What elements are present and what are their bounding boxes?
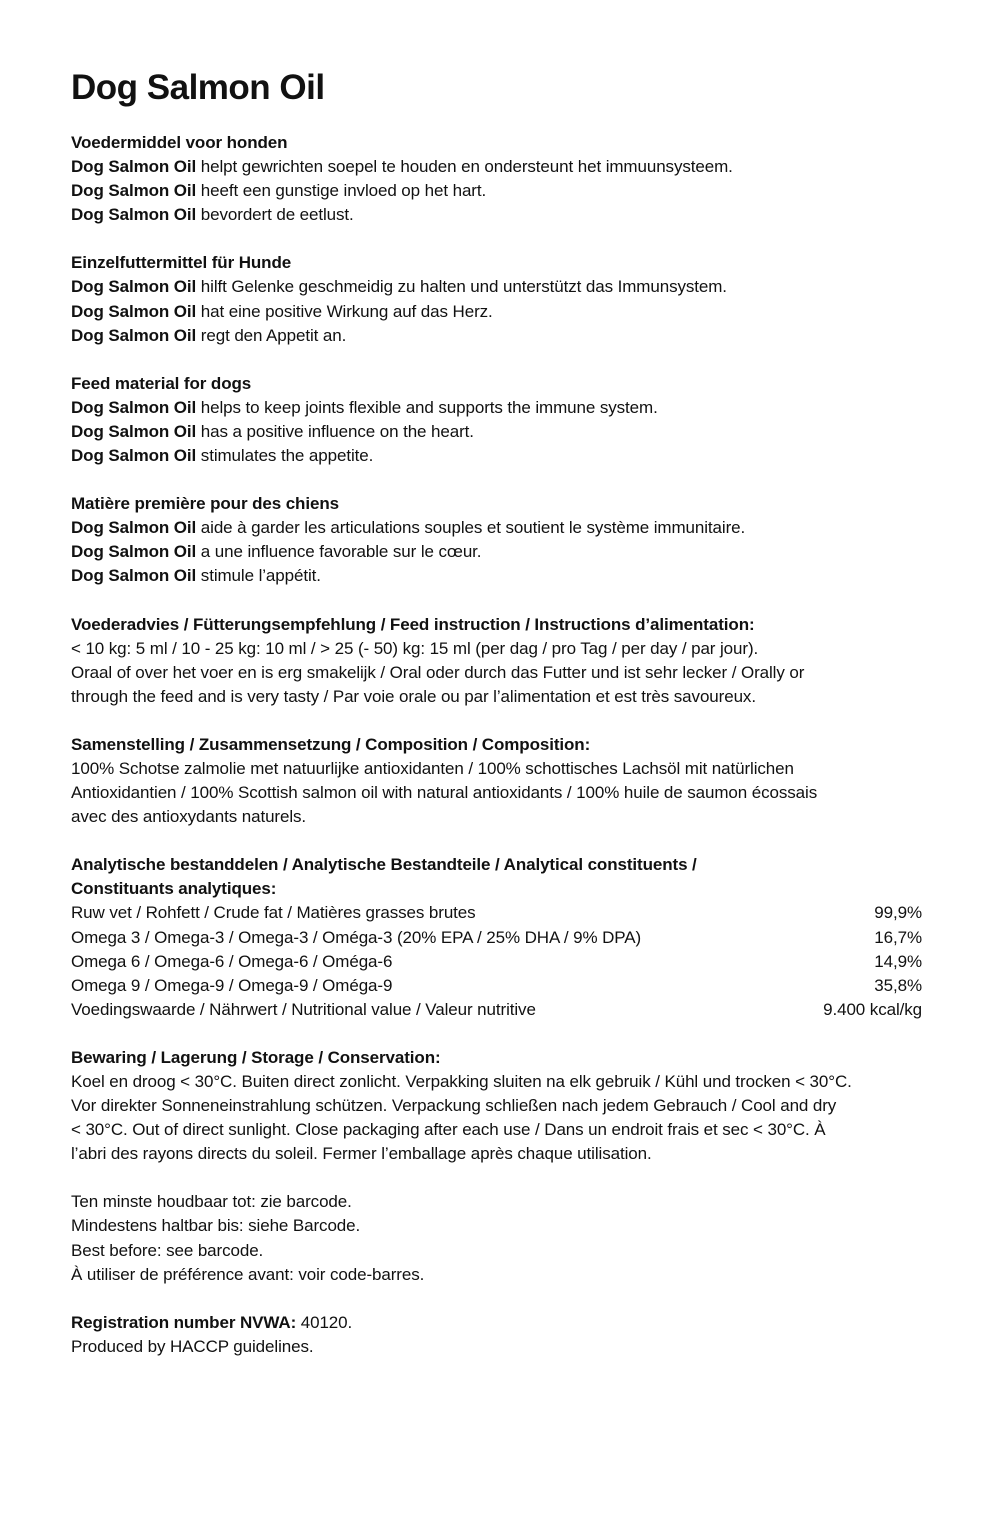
- analytical-label: Voedingswaarde / Nährwert / Nutritional value / Valeur nutritive: [71, 999, 536, 1019]
- claim-text: has a positive influence on the heart.: [200, 421, 474, 441]
- analytical-row: [71, 974, 922, 998]
- analytical-label: Omega 3 / Omega-3 / Omega-3 / Oméga-3 (20% EPA / 25% DHA / 9% DPA): [71, 927, 642, 947]
- section-heading: Voedermiddel voor honden: [71, 133, 288, 152]
- section-heading: Matière première pour des chiens: [71, 494, 339, 514]
- text-line: avec des antioxydants naturels.: [71, 807, 307, 827]
- claim-line: [71, 324, 922, 348]
- text-line: Koel en droog < 30°C. Buiten direct zonlicht. Verpakking sluiten na elk gebruik / Kühl und trocken < 30°C.: [71, 1072, 852, 1091]
- claim-text: heeft een gunstige invloed op het hart.: [200, 181, 487, 201]
- text-line: through the feed and is very tasty / Par voie orale ou par l’alimentation et est très savoureux.: [71, 686, 756, 706]
- product-name: Dog Salmon Oil: [71, 446, 197, 466]
- analytical-row: [71, 998, 922, 1022]
- section-french: [71, 492, 922, 588]
- section-best-before: [71, 1190, 922, 1286]
- claim-line: [71, 444, 922, 468]
- section-heading: Voederadvies / Fütterungsempfehlung / Feed instruction / Instructions d’alimentation:: [71, 614, 755, 634]
- analytical-label: Ruw vet / Rohfett / Crude fat / Matières grasses brutes: [71, 903, 476, 923]
- claim-line: [71, 300, 922, 324]
- claim-line: [71, 564, 922, 588]
- claim-text: helps to keep joints flexible and supports the immune system.: [200, 397, 658, 417]
- text-line: Antioxidantien / 100% Scottish salmon oil with natural antioxidants / 100% huile de saumon écossais: [71, 783, 818, 803]
- section-composition: [71, 733, 922, 829]
- registration-label: Registration number NVWA:: [71, 1312, 297, 1332]
- product-name: Dog Salmon Oil: [71, 181, 197, 201]
- analytical-row: [71, 901, 922, 925]
- analytical-value: 99,9%: [874, 903, 922, 923]
- text-line: Oraal of over het voer en is erg smakelijk / Oral oder durch das Futter und ist sehr lecker / Orally or: [71, 662, 805, 682]
- text-line: Vor direkter Sonneneinstrahlung schützen. Verpackung schließen nach jedem Gebrauch / Cool and dry: [71, 1096, 837, 1116]
- claim-line: [71, 179, 922, 203]
- section-german: [71, 251, 922, 347]
- registration-line: [71, 1311, 922, 1335]
- analytical-label: Omega 9 / Omega-9 / Omega-9 / Oméga-9: [71, 975, 393, 995]
- claim-text: stimulates the appetite.: [200, 446, 374, 466]
- section-heading-cont: Constituants analytiques:: [71, 879, 277, 899]
- claim-line: [71, 155, 922, 179]
- analytical-value: 9.400 kcal/kg: [823, 999, 922, 1019]
- claim-text: helpt gewrichten soepel te houden en ondersteunt het immuunsysteem.: [200, 157, 733, 177]
- section-heading: Samenstelling / Zusammensetzung / Composition / Composition:: [71, 734, 591, 754]
- product-name: Dog Salmon Oil: [71, 205, 197, 225]
- product-name: Dog Salmon Oil: [71, 421, 197, 441]
- text-line: Best before: see barcode.: [71, 1240, 264, 1260]
- section-storage: [71, 1046, 922, 1166]
- analytical-row: [71, 926, 922, 950]
- text-line: Mindestens haltbar bis: siehe Barcode.: [71, 1216, 361, 1236]
- claim-line: [71, 420, 922, 444]
- text-line: < 10 kg: 5 ml / 10 - 25 kg: 10 ml / > 25 (- 50) kg: 15 ml (per dag / pro Tag / per day / par jour).: [71, 638, 759, 658]
- claim-text: a une influence favorable sur le cœur.: [200, 542, 482, 562]
- product-name: Dog Salmon Oil: [71, 542, 197, 562]
- claim-text: aide à garder les articulations souples et soutient le système immunitaire.: [200, 518, 746, 538]
- text-line: 100% Schotse zalmolie met natuurlijke antioxidanten / 100% schottisches Lachsöl mit natürlichen: [71, 758, 794, 778]
- label-document: [71, 66, 922, 1359]
- product-name: Dog Salmon Oil: [71, 157, 197, 177]
- claim-text: stimule l’appétit.: [200, 566, 321, 586]
- claim-line: [71, 396, 922, 420]
- section-heading: Analytische bestanddelen / Analytische Bestandteile / Analytical constituents /: [71, 855, 697, 875]
- section-heading: Feed material for dogs: [71, 373, 252, 393]
- section-registration: [71, 1311, 922, 1359]
- text-line: < 30°C. Out of direct sunlight. Close packaging after each use / Dans un endroit frais et sec < 30°C. À: [71, 1120, 826, 1140]
- product-name: Dog Salmon Oil: [71, 518, 197, 538]
- product-name: Dog Salmon Oil: [71, 301, 197, 321]
- analytical-label: Omega 6 / Omega-6 / Omega-6 / Oméga-6: [71, 951, 393, 971]
- section-heading: Einzelfuttermittel für Hunde: [71, 253, 292, 273]
- text-line: À utiliser de préférence avant: voir code-barres.: [71, 1264, 425, 1284]
- product-name: Dog Salmon Oil: [71, 277, 197, 297]
- claim-line: [71, 516, 922, 540]
- product-name: Dog Salmon Oil: [71, 566, 197, 586]
- product-name: Dog Salmon Oil: [71, 325, 197, 345]
- section-english: [71, 372, 922, 468]
- analytical-value: 35,8%: [874, 975, 922, 995]
- claim-text: regt den Appetit an.: [200, 325, 347, 345]
- product-name: Dog Salmon Oil: [71, 397, 197, 417]
- claim-line: [71, 203, 922, 227]
- analytical-row: [71, 950, 922, 974]
- text-line: Ten minste houdbaar tot: zie barcode.: [71, 1192, 352, 1212]
- haccp-line: Produced by HACCP guidelines.: [71, 1336, 314, 1356]
- claim-text: bevordert de eetlust.: [200, 205, 354, 225]
- section-dutch: [71, 131, 922, 227]
- claim-text: hilft Gelenke geschmeidig zu halten und unterstützt das Immunsystem.: [200, 277, 727, 297]
- section-heading: Bewaring / Lagerung / Storage / Conservation:: [71, 1047, 441, 1067]
- section-analytical: [71, 853, 922, 1022]
- claim-text: hat eine positive Wirkung auf das Herz.: [200, 301, 493, 321]
- analytical-value: 16,7%: [874, 927, 922, 947]
- section-feeding: [71, 613, 922, 709]
- page-title: Dog Salmon Oil: [71, 68, 325, 107]
- analytical-value: 14,9%: [874, 951, 922, 971]
- registration-number: 40120.: [296, 1312, 353, 1332]
- claim-line: [71, 275, 922, 299]
- text-line: l’abri des rayons directs du soleil. Fermer l’emballage après chaque utilisation.: [71, 1144, 652, 1164]
- claim-line: [71, 540, 922, 564]
